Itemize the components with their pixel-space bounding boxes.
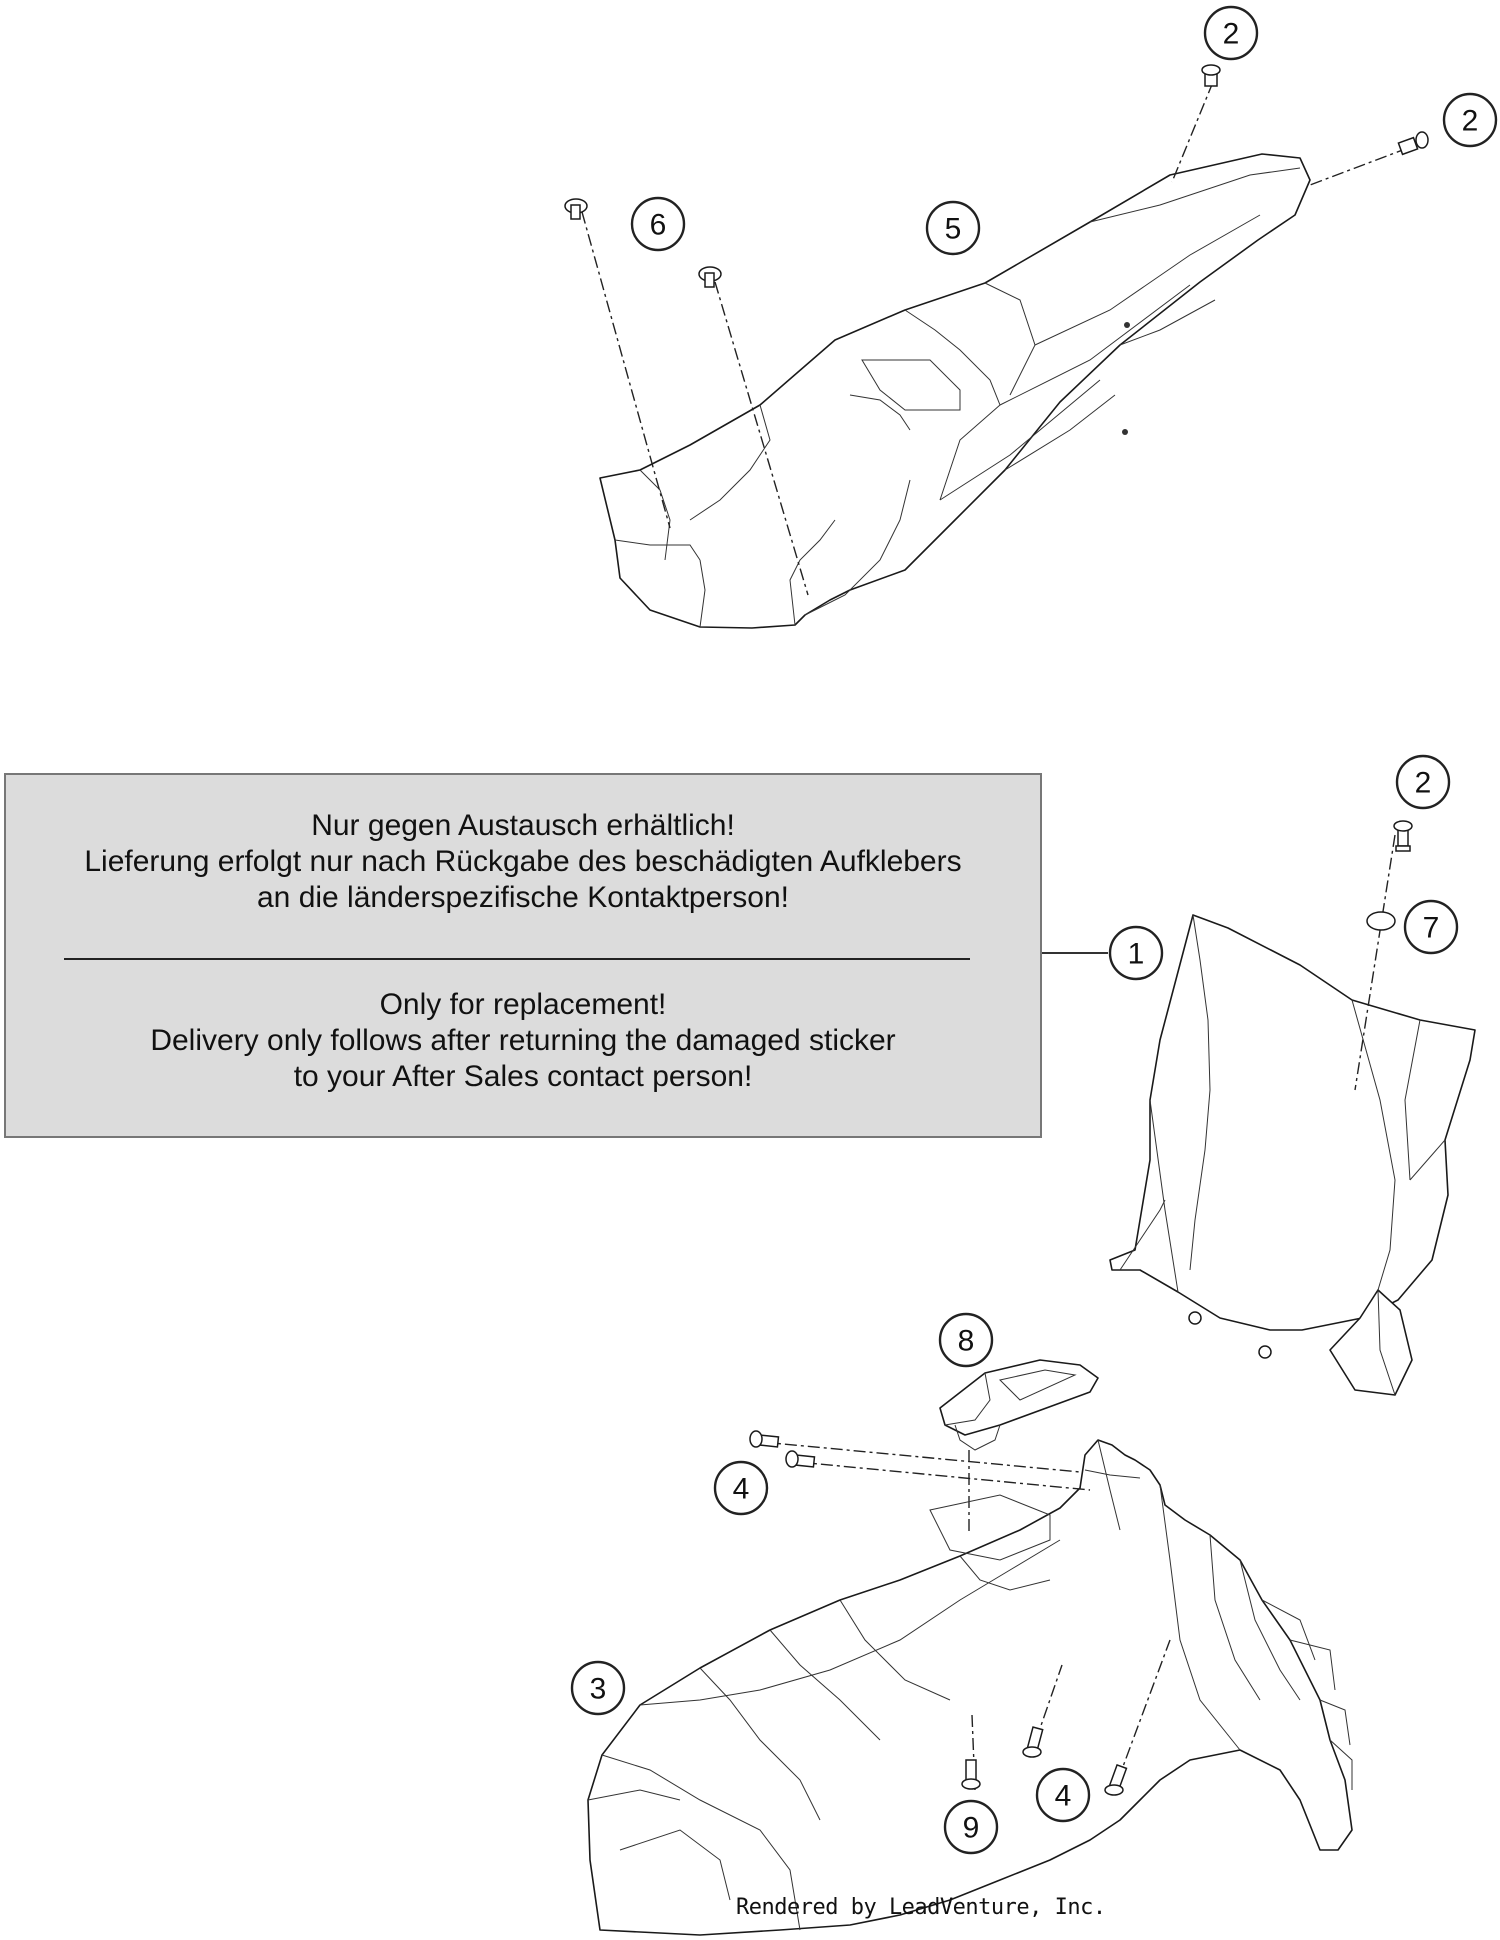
- english-note-line: to your After Sales contact person!: [293, 1060, 753, 1093]
- svg-text:9: 9: [962, 1811, 980, 1845]
- svg-text:6: 6: [649, 208, 667, 242]
- german-note-line: Lieferung erfolgt nur nach Rückgabe des beschädigten Aufklebers: [84, 845, 962, 878]
- english-note: [6, 987, 1040, 1095]
- svg-text:4: 4: [732, 1472, 750, 1506]
- front-number-plate-part: [1110, 915, 1475, 1395]
- render-credit: Rendered by LeadVenture, Inc.: [736, 1895, 1106, 1920]
- svg-text:2: 2: [1222, 17, 1240, 51]
- callout-7: [1405, 901, 1457, 953]
- callout-2: [1444, 94, 1496, 146]
- english-note-line: Only for replacement!: [379, 988, 667, 1021]
- assembly-line: [798, 1462, 1090, 1490]
- callout-5: [927, 202, 979, 254]
- svg-text:7: 7: [1422, 911, 1440, 945]
- divider: [64, 958, 970, 960]
- mask-screw-and-washer: [1367, 821, 1412, 930]
- callout-9: [945, 1801, 997, 1853]
- svg-text:2: 2: [1461, 104, 1479, 138]
- callout-8: [940, 1314, 992, 1366]
- assembly-line: [1310, 148, 1408, 185]
- callout-4: [1037, 1769, 1089, 1821]
- svg-text:3: 3: [589, 1672, 607, 1706]
- callout-3: [572, 1662, 624, 1714]
- front-fender-part: [588, 1440, 1352, 1935]
- svg-text:8: 8: [957, 1324, 975, 1358]
- callout-4: [715, 1462, 767, 1514]
- german-note: [6, 808, 1040, 916]
- callout-2: [1205, 7, 1257, 59]
- german-note-line: an die länderspezifische Kontaktperson!: [256, 881, 789, 914]
- english-note-line: Delivery only follows after returning the damaged sticker: [150, 1024, 896, 1057]
- svg-text:2: 2: [1414, 766, 1432, 800]
- svg-text:4: 4: [1054, 1779, 1072, 1813]
- callout-2: [1397, 756, 1449, 808]
- sticker-clip-part: [940, 1360, 1098, 1450]
- replacement-note-box: [4, 773, 1042, 1138]
- svg-text:1: 1: [1127, 937, 1145, 971]
- callout-1: [1110, 927, 1162, 979]
- callout-6: [632, 198, 684, 250]
- german-note-line: Nur gegen Austausch erhältlich!: [311, 809, 735, 842]
- svg-text:5: 5: [944, 212, 962, 246]
